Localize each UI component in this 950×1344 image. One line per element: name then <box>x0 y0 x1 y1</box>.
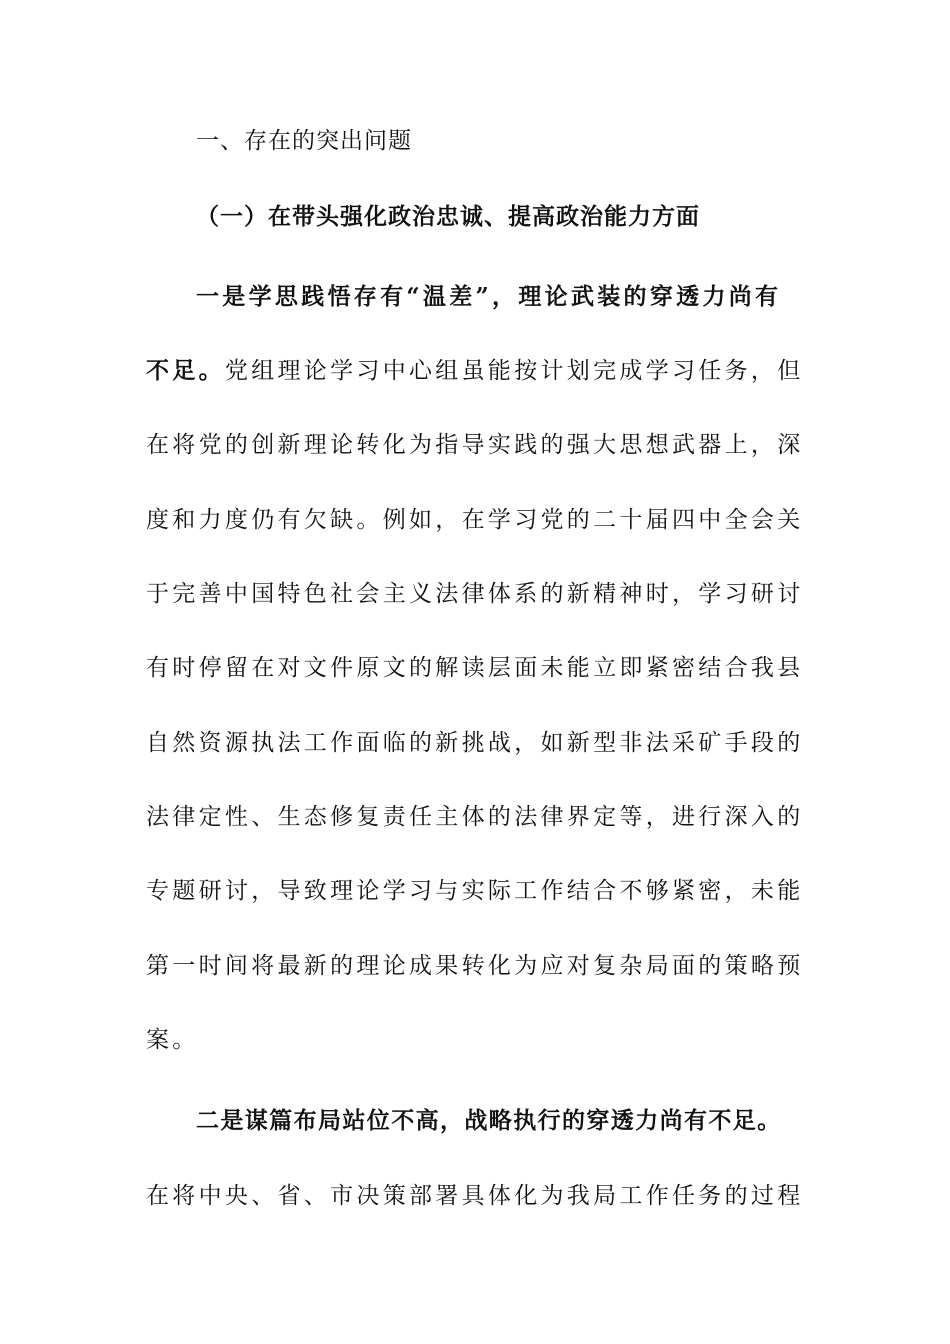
paragraph1-line-1 <box>146 356 806 386</box>
paragraph1-line-4: 于完善中国特色社会主义法律体系的新精神时，学习研讨 <box>146 581 804 607</box>
paragraph1-line-6: 自然资源执法工作面临的新挑战，如新型非法采矿手段的 <box>146 730 804 756</box>
paragraph1-line-2: 在将党的创新理论转化为指导实践的强大思想武器上，深 <box>146 432 804 458</box>
paragraph1-lead-line: 一是学思践悟存有“温差”，理论武装的穿透力尚有 <box>196 283 782 310</box>
paragraph1-line-7: 法律定性、生态修复责任主体的法律界定等，进行深入的 <box>146 804 804 830</box>
paragraph1-line-5: 有时停留在对文件原文的解读层面未能立即紧密结合我县 <box>146 655 804 681</box>
paragraph1-lead-tail: 不足。 <box>146 357 225 384</box>
paragraph1-line-3: 度和力度仍有欠缺。例如，在学习党的二十届四中全会关 <box>146 507 804 533</box>
subsection-heading: （一）在带头强化政治忠诚、提高政治能力方面 <box>196 203 700 230</box>
paragraph2-line-1: 在将中央、省、市决策部署具体化为我局工作任务的过程 <box>146 1183 804 1209</box>
paragraph1-line-9: 第一时间将最新的理论成果转化为应对复杂局面的策略预 <box>146 953 804 979</box>
section-heading: 一、存在的突出问题 <box>196 128 412 154</box>
paragraph1-line-8: 专题研讨，导致理论学习与实际工作结合不够紧密，未能 <box>146 878 804 904</box>
paragraph1-line-1-rest: 党组理论学习中心组虽能按计划完成学习任务，但 <box>224 358 804 384</box>
paragraph1-line-10: 案。 <box>146 1027 199 1053</box>
paragraph2-lead-line: 二是谋篇布局站位不高，战略执行的穿透力尚有不足。 <box>196 1107 782 1134</box>
